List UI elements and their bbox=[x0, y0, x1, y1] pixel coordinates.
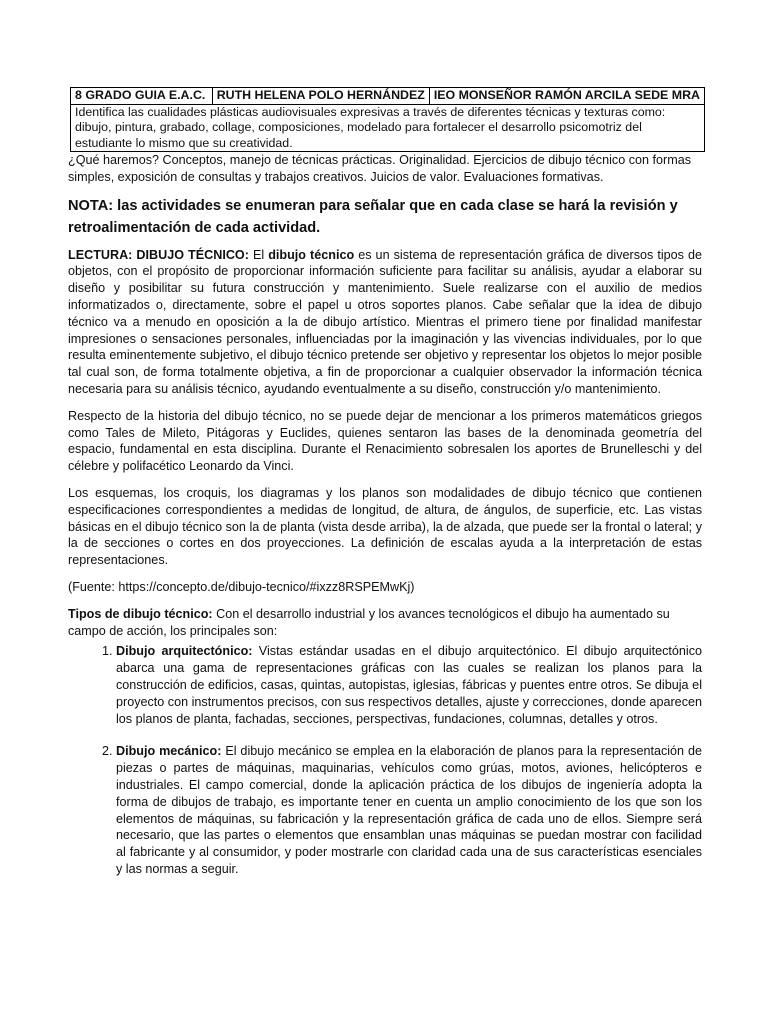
objective-cell: Identifica las cualidades plásticas audiovisuales expresivas a través de diferentes técnicas y texturas como: dibujo, pintura, grabado, collage, composiciones, modelado para fortalecer el desarrollo psicomotriz del estudiante lo mismo que su creatividad. bbox=[71, 104, 705, 152]
list-item-title: Dibujo mecánico: bbox=[116, 744, 222, 759]
lectura-term: dibujo técnico bbox=[268, 247, 355, 262]
list-item-text: Vistas estándar usadas en el dibujo arquitectónico. El dibujo arquitectónico abarca una gama de representaciones gráficas con las cuales se realizan los planos para la construcción de edificios, casas, quintas, autopistas, iglesias, fábricas y puentes entre otros. Se dibuja el proyecto con instrumentos precisos, con sus respectivos detalles, ajuste y correcciones, donde aparecen los planos de planta, fachadas, secciones, perspectivas, fundaciones, columnas, detalles y otros. bbox=[116, 644, 702, 726]
nota-heading: NOTA: las actividades se enumeran para señalar que en cada clase se hará la revisión y retroalimentación de cada actividad. bbox=[68, 197, 678, 236]
tipos-paragraph bbox=[68, 606, 702, 640]
list-item bbox=[116, 743, 702, 877]
lectura-text: es un sistema de representación gráfica de diversos tipos de objetos, con el propósito de proporcionar información suficiente para facilitar su análisis, ayudar a elaborar su diseño y posibilitar su futura construcción y mantenimiento. Suele realizarse con el auxilio de medios informatizados o, directamente, sobre el papel u otros soportes planos. Cabe señalar que la idea de dibujo técnico va a menudo en oposición a la de dibujo artístico. Mientras el primero tiene por finalidad manifestar impresiones o sensaciones personales, influenciadas por la imaginación y las vivencias individuales, por lo que resulta eminentemente subjetivo, el dibujo técnico pretende ser objetivo y representar los objetos lo mejor posible tal cual son, de forma totalmente objetiva, a fin de proporcionar a cualquier observador la información técnica necesaria para su análisis técnico, ayudando eventualmente a su diseño, construcción y/o mantenimiento. bbox=[68, 247, 703, 396]
historia-paragraph: Respecto de la historia del dibujo técnico, no se puede dejar de mencionar a los primeros matemáticos griegos como Tales de Mileto, Pitágoras y Euclides, quienes sentaron las bases de la denominada geometría del espacio, fundamental en esta disciplina. Durante el Renacimiento sobresalen los aportes de Brunelleschi y del célebre y polifacético Leonardo da Vinci. bbox=[68, 408, 702, 474]
lectura-pre: El bbox=[248, 247, 269, 262]
fuente-text: (Fuente: https://concepto.de/dibujo-tecnico/#ixzz8RSPEMwKj) bbox=[68, 579, 415, 594]
teacher-cell: RUTH HELENA POLO HERNÁNDEZ bbox=[212, 88, 429, 105]
grade-cell: 8 GRADO GUIA E.A.C. bbox=[71, 88, 213, 105]
list-item bbox=[116, 643, 702, 727]
lectura-label: LECTURA: DIBUJO TÉCNICO: bbox=[68, 247, 249, 262]
list-item-text: El dibujo mecánico se emplea en la elaboración de planos para la representación de piezas o partes de máquinas, maquinarias, vehículos como grúas, motos, aviones, helicópteros e industriales. El campo comercial, donde la aplicación práctica de los dibujos de ingeniería adopta la forma de dibujos de trabajo, es importante tener en cuenta un amplio conocimiento de los que son los elementos de máquinas, su fabricación y la representación gráfica de cada uno de ellos. Siempre será necesario, que las partes o elementos que ensamblan unas máquinas se puedan mostrar con facilidad al fabricante y al consumidor, y poder mostrarle con claridad cada una de sus características esenciales y las normas a seguir. bbox=[116, 744, 702, 876]
school-cell: IEO MONSEÑOR RAMÓN ARCILA SEDE MRA bbox=[429, 88, 704, 105]
esquemas-paragraph: Los esquemas, los croquis, los diagramas y los planos son modalidades de dibujo técnico que contienen especificaciones correspondientes a medidas de longitud, de altura, de ángulos, de superficie, etc. Las vistas básicas en el dibujo técnico son la de planta (vista desde arriba), la de alzada, que puede ser la frontal o lateral; y la de secciones o cortes en dos proyecciones. La definición de escalas ayuda a la interpretación de estas representaciones. bbox=[68, 485, 702, 568]
header-table bbox=[70, 87, 705, 152]
list-item-title: Dibujo arquitectónico: bbox=[116, 644, 253, 659]
tipos-text: Con el desarrollo industrial y los avances tecnológicos el dibujo ha aumentado su campo de acción, los principales son: bbox=[68, 606, 670, 638]
tipos-label: Tipos de dibujo técnico: bbox=[68, 606, 213, 621]
intro-paragraph: ¿Qué haremos? Conceptos, manejo de técnicas prácticas. Originalidad. Ejercicios de dibujo técnico con formas simples, exposición de consultas y trabajos creativos. Juicios de valor. Evaluaciones formativas. bbox=[68, 153, 692, 184]
tipos-list bbox=[68, 643, 702, 877]
lectura-paragraph bbox=[68, 247, 702, 398]
